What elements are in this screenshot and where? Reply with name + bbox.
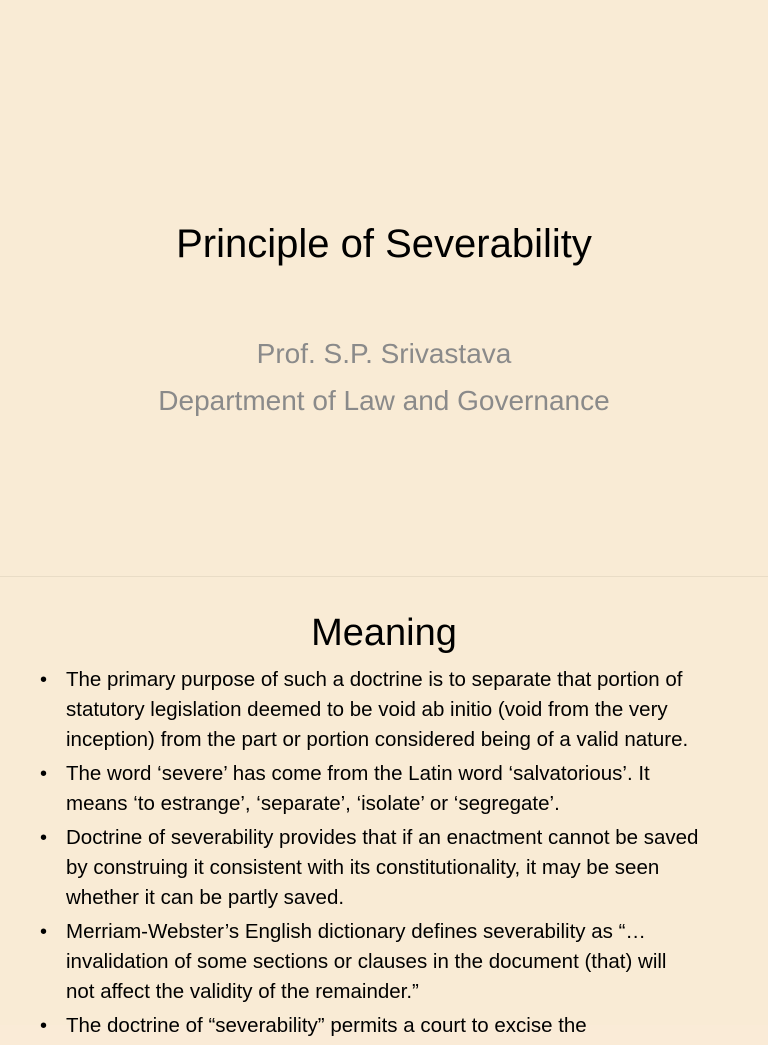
bullet-line: means ‘to estrange’, ‘separate’, ‘isolate’ or ‘segregate’. [66,792,560,815]
bullet-list [0,665,768,1045]
bullet-icon: • [40,763,48,785]
bullet-line: invalidation of some sections or clauses in the document (that) will [66,950,667,973]
bullet-item [0,665,768,755]
bullet-line: statutory legislation deemed to be void ab initio (void from the very [66,698,668,721]
bullet-line: inception) from the part or portion considered being of a valid nature. [66,728,689,751]
meaning-slide [0,576,768,1037]
bullet-icon: • [40,1015,48,1037]
bullet-line: The word ‘severe’ has come from the Latin word ‘salvatorious’. It [66,762,650,785]
bullet-line: The primary purpose of such a doctrine is to separate that portion of [66,668,683,691]
bullet-line: by construing it consistent with its constitutionality, it may be seen [66,856,660,879]
bullet-item [0,917,768,1007]
bullet-line: Doctrine of severability provides that if an enactment cannot be saved [66,826,699,849]
department-name: Department of Law and Governance [158,385,610,416]
bullet-icon: • [40,827,48,849]
slide-title-principle: Principle of Severability [176,222,592,266]
bullet-item [0,823,768,913]
bullet-item [0,1011,768,1041]
bullet-line: Merriam-Webster’s English dictionary defines severability as “… [66,920,646,943]
bullet-icon: • [40,669,48,691]
bullet-line: not affect the validity of the remainder.” [66,980,419,1003]
bullet-icon: • [40,921,48,943]
bullet-line: whether it can be partly saved. [66,886,345,909]
slide-title-meaning: Meaning [311,612,457,654]
author-name: Prof. S.P. Srivastava [256,338,512,369]
bullet-item [0,759,768,819]
bullet-line: The doctrine of “severability” permits a court to excise the [66,1014,587,1037]
